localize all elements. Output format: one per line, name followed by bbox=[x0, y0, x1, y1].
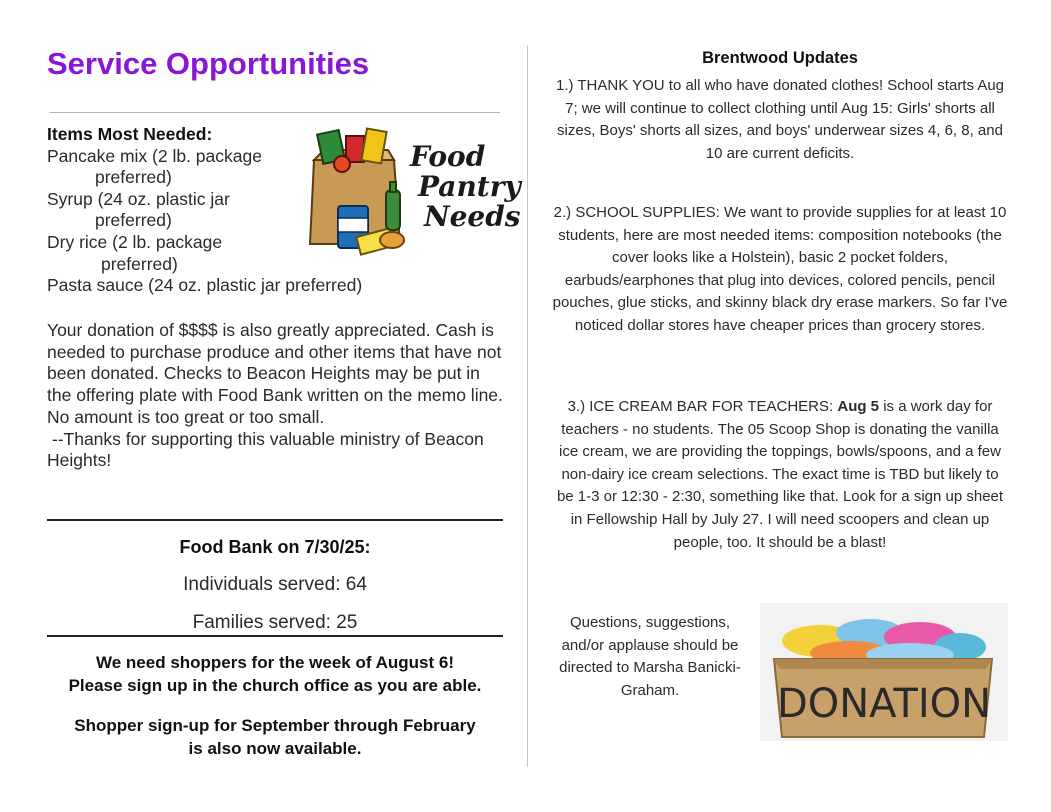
column-divider bbox=[527, 45, 528, 767]
item-line-continued: preferred) bbox=[95, 167, 172, 188]
item-line-continued: preferred) bbox=[101, 253, 178, 274]
list-item bbox=[47, 232, 317, 275]
pantry-text-pantry: Pantry bbox=[418, 170, 521, 203]
list-item bbox=[47, 275, 363, 297]
list-item bbox=[47, 146, 317, 189]
item-line: Pancake mix (2 lb. package bbox=[47, 145, 262, 166]
item-line: Pasta sauce (24 oz. plastic jar preferred) bbox=[47, 275, 363, 296]
update-text: is a work day for teachers - no students. The 05 Scoop Shop is donating the vanilla ice cream, we are providing the toppings, bowls/spoons, and a few non-dairy ice cream selections. The exact time is TBD but likely to be 1-3 or 12:30 - 2:30, something like that. Look for a sign up sheet in Fellowship Hall by July 27. I will need scoopers and clean up people, too. It should be a blast! bbox=[556, 398, 1004, 551]
families-served: Families served: 25 bbox=[192, 612, 358, 633]
update-item: 1.) THANK YOU to all who have donated clothes! School starts Aug 7; we will continue to collect clothing until Aug 15: Girls' shorts all sizes, Boys' shorts all sizes, and boys' underwear sizes 4, 6, 8, and 10 are current deficits. bbox=[555, 77, 1005, 162]
signup-notice bbox=[47, 714, 503, 760]
update-item bbox=[552, 396, 1008, 554]
pantry-text-needs: Needs bbox=[424, 200, 521, 233]
shoppers-notice bbox=[47, 651, 503, 697]
update-date: Aug 5 bbox=[837, 398, 880, 415]
title-divider bbox=[50, 112, 500, 113]
signup-line: is also now available. bbox=[188, 739, 362, 758]
section-divider bbox=[47, 635, 503, 637]
shoppers-line: We need shoppers for the week of August 6! bbox=[96, 653, 454, 672]
list-item bbox=[47, 189, 317, 232]
item-line-continued: preferred) bbox=[95, 210, 172, 231]
food-bank-title: Food Bank on 7/30/25: bbox=[179, 537, 371, 557]
pantry-text-food: Food bbox=[410, 140, 486, 173]
update-text: 3.) ICE CREAM BAR FOR TEACHERS: bbox=[567, 398, 838, 415]
update-item: 2.) SCHOOL SUPPLIES: We want to provide supplies for at least 10 students, here are most needed items: composition notebooks (the cover looks like a Holstein), basic 2 pocket folders, earbuds/earphones that plug into devices, colored pencils, pencil pouches, glue sticks, and skinny black dry erase markers. So far I've noticed dollar stores have cheaper prices than grocery stores. bbox=[552, 204, 1008, 334]
items-needed-list bbox=[47, 124, 363, 297]
donation-paragraph: Your donation of $$$$ is also greatly appreciated. Cash is needed to purchase produce and other items that have not been donated. Checks to Beacon Heights may be put in the offering plate with Food Bank written on the memo line. No amount is too great or too small. bbox=[47, 320, 503, 427]
donation-box-image bbox=[760, 603, 1008, 741]
items-heading: Items Most Needed: bbox=[47, 124, 213, 144]
item-line: Syrup (24 oz. plastic jar bbox=[47, 188, 230, 209]
item-line: Dry rice (2 lb. package bbox=[47, 231, 223, 252]
individuals-served: Individuals served: 64 bbox=[183, 574, 367, 595]
signup-line: Shopper sign-up for September through February bbox=[74, 716, 476, 735]
contact-note: Questions, suggestions, and/or applause should be directed to Marsha Banicki-Graham. bbox=[559, 614, 741, 699]
section-title: Brentwood Updates bbox=[702, 49, 858, 67]
food-pantry-needs-image bbox=[302, 128, 521, 268]
donation-box-label: DONATION bbox=[776, 681, 992, 727]
thanks-note: --Thanks for supporting this valuable ministry of Beacon Heights! bbox=[47, 428, 489, 471]
shoppers-line: Please sign up in the church office as you are able. bbox=[68, 676, 482, 695]
section-divider bbox=[47, 519, 503, 521]
page-title: Service Opportunities bbox=[47, 46, 370, 81]
donation-appeal bbox=[47, 320, 503, 472]
